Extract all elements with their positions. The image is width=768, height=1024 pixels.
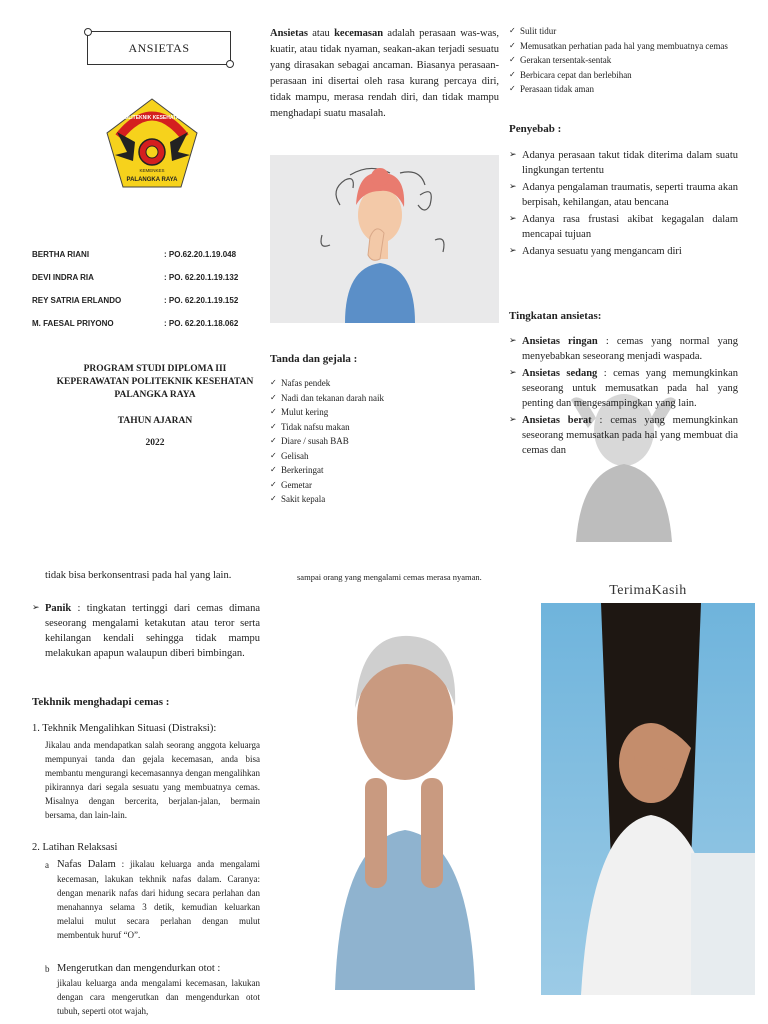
technique-1-text: Jikalau anda mendapatkan salah seorang anggota keluarga mempunyai tanda dan gejala kecemasan, anda bisa membantu mengurangi kecemasannya dengan mengalihkan pikirannya dari segala sesuatu yang membuatnya cemas. Misalnya dengan bercerita, berjalan-jalan, bermain bersama, dan lain-lain. [45, 740, 260, 820]
causes-heading: Penyebab : [509, 123, 562, 135]
list-item: ✓ Sakit kepala [270, 492, 499, 507]
intro-paragraph: Ansietas atau kecemasan adalah perasaan was-was, kuatir, atau tidak nyaman, seakan-akan terjadi sesuatu yang dirasakan sebagai ancaman. Biasanya perasaan-perasaan ini disertai oleh rasa kurang percaya diri, tidak mampu, merasa rendah diri, dan tidak mampu menghadapi suatu masalah. [270, 28, 499, 119]
list-item: ➢ Ansietas ringan : cemas yang normal yang menyebabkan seseorang menjadi waspada. [509, 334, 738, 364]
signs-continued-list [509, 24, 738, 97]
technique-1-title: 1. Tekhnik Mengalihkan Situasi (Distraksi): [32, 723, 217, 734]
levels-heading: Tingkatan ansietas: [509, 310, 602, 322]
level-continuation: tidak bisa berkonsentrasi pada hal yang lain. [45, 570, 232, 581]
list-item: ✓ Gemetar [270, 478, 499, 493]
list-item: ➢ Ansietas berat : cemas yang memungkinkan seseorang memusatkan pada hal yang membuat dia cemas dan [509, 413, 738, 458]
list-item: ➢ Adanya perasaan takut tidak diterima dalam suatu lingkungan tertentu [509, 148, 738, 178]
levels-list [509, 334, 738, 460]
list-item: ✓ Nafas pendek [270, 376, 499, 391]
list-item: ✓ Sulit tidur [509, 24, 738, 39]
list-item: ✓ Tidak nafsu makan [270, 420, 499, 435]
cover-title: ANSIETAS [87, 31, 231, 65]
list-item: ✓ Gerakan tersentak-sentak [509, 53, 738, 68]
list-item: ✓ Berbicara cepat dan berlebihan [509, 68, 738, 83]
causes-list [509, 148, 738, 261]
technique-heading: Tekhnik menghadapi cemas : [32, 696, 170, 708]
list-item: ✓ Diare / susah BAB [270, 434, 499, 449]
technique-2b: b Mengerutkan dan mengendurkan otot : jikalau keluarga anda mengalami kecemasan, lakukan dengan cara mengerutkan dan mengendurkan otot tubuh, seperti otot wajah, [45, 963, 260, 1016]
year-label: TAHUN AJARAN [117, 416, 193, 426]
signs-heading: Tanda dan gejala : [270, 353, 358, 365]
list-item: ✓ Perasaan tidak aman [509, 82, 738, 97]
thank-you-title: TerimaKasih [609, 583, 687, 598]
panic-level [32, 601, 260, 663]
list-item: ✓ Mulut kering [270, 405, 499, 420]
svg-text:PALANGKA RAYA: PALANGKA RAYA [126, 177, 178, 183]
svg-text:POLITEKNIK KESEHATAN: POLITEKNIK KESEHATAN [120, 115, 184, 121]
svg-text:KEMENKES: KEMENKES [139, 168, 165, 173]
senior-woman-photo [305, 628, 503, 990]
polytechnic-logo [105, 97, 200, 189]
list-item: ➢ Ansietas sedang : cemas yang memungkinkan seseorang untuk memusatkan pada hal yang penting dan mengesampingkan yang lain. [509, 366, 738, 411]
technique-2a: a Nafas Dalam : jikalau keluarga anda mengalami kecemasan, lakukan tekhnik nafas dalam. Caranya: dengan menarik nafas dari hidung secara perlahan dan menahannya selama 3 detik, kemudian keluarkan melalui mulut secara perlahan dengan mulut membentuk huruf “O”. [45, 859, 260, 940]
list-item: ➢ Adanya sesuatu yang mengancam diri [509, 244, 738, 259]
anxious-woman-illustration [270, 155, 499, 323]
relaxation-continuation: sampai orang yang mengalami cemas merasa nyaman. [297, 572, 482, 582]
list-item: ➢ Adanya pengalaman traumatis, seperti trauma akan berpisah, kehilangan, atau bencana [509, 180, 738, 210]
list-item: ➢ Adanya rasa frustasi akibat kegagalan dalam mencapai tujuan [509, 212, 738, 242]
technique-2-title: 2. Latihan Relaksasi [32, 842, 118, 853]
member-4: M. FAESAL PRIYONO : PO. 62.20.1.18.062 [32, 319, 239, 328]
list-item: ➢ Panik : tingkatan tertinggi dari cemas dimana seseorang mengalami ketakutan atau teror serta kehilangan kendali sehingga tidak mampu melakukan apapun walaupun diberi bimbingan. [32, 601, 260, 661]
list-item: ✓ Gelisah [270, 449, 499, 464]
headache-woman-photo [541, 603, 755, 995]
year-value: 2022 [145, 438, 165, 448]
list-item: ✓ Memusatkan perhatian pada hal yang membuatnya cemas [509, 39, 738, 54]
program-name: PROGRAM STUDI DIPLOMA III KEPERAWATAN POLITEKNIK KESEHATAN PALANGKA RAYA [56, 364, 254, 400]
member-3: REY SATRIA ERLANDO : PO. 62.20.1.19.152 [32, 296, 239, 305]
member-1: BERTHA RIANI : PO.62.20.1.19.048 [32, 250, 237, 259]
member-2: DEVI INDRA RIA : PO. 62.20.1.19.132 [32, 273, 239, 282]
signs-list [270, 376, 499, 507]
list-item: ✓ Berkeringat [270, 463, 499, 478]
list-item: ✓ Nadi dan tekanan darah naik [270, 391, 499, 406]
